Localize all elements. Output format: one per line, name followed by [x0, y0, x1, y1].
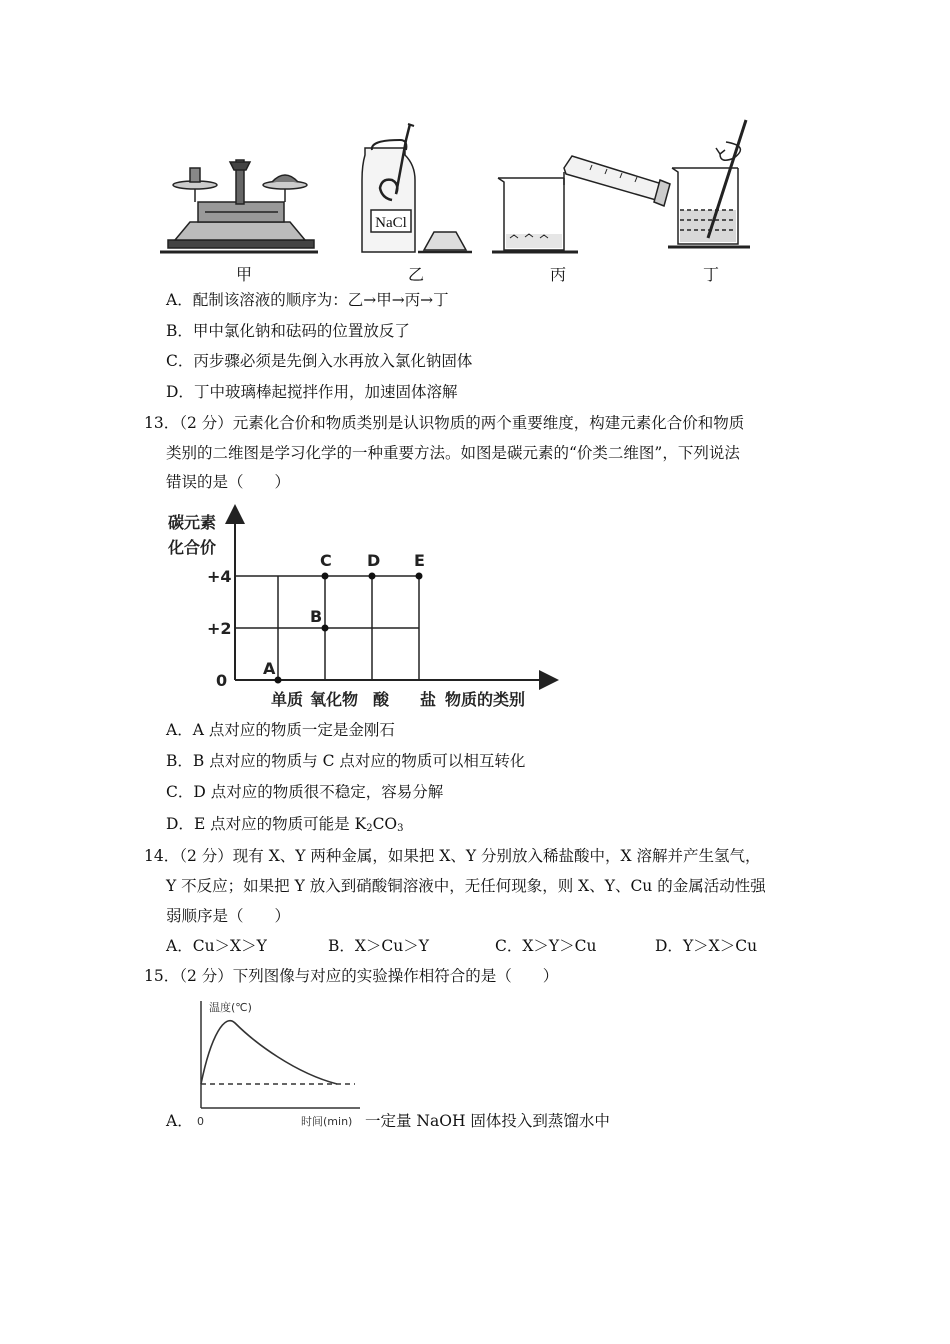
- q14-option-b: [328, 936, 429, 956]
- x-category-label: 单质: [270, 690, 304, 709]
- point-c: [322, 573, 329, 580]
- point-b: [322, 625, 329, 632]
- measuring-cylinder-icon: [564, 156, 670, 206]
- q15-option-a-letter: A．: [166, 1112, 193, 1130]
- question-number: 14．: [144, 847, 180, 865]
- subscript: 2: [366, 823, 373, 834]
- q14-option-c: [495, 936, 597, 956]
- option-text: 丁中玻璃棒起搅拌作用，加速固体溶解: [193, 383, 458, 401]
- q15-stem: [144, 966, 558, 986]
- q14-option-d: [655, 936, 757, 956]
- q13-option-b: [166, 751, 525, 771]
- point-d: [369, 573, 376, 580]
- chart-ylabel-line2: 化合价: [168, 538, 217, 557]
- apparatus-drawing: [160, 110, 760, 285]
- q12-option-c: [166, 351, 472, 371]
- question-number: 13．: [144, 414, 180, 432]
- q12-option-d: [166, 382, 457, 402]
- question-text: 现有 X、Y 两种金属，如果把 X、Y 分别放入稀盐酸中，X 溶解并产生氢气，: [232, 847, 761, 865]
- option-letter: C．: [495, 937, 523, 955]
- chart-xlabel: 物质的类别: [445, 690, 526, 709]
- subscript: 3: [397, 823, 404, 834]
- q12-option-a: [166, 290, 449, 310]
- option-letter: B．: [166, 322, 193, 340]
- q15-option-a-text: 一定量 NaOH 固体投入到蒸馏水中: [365, 1112, 610, 1130]
- point-label: A: [263, 659, 276, 678]
- beaker-pouring-icon: [492, 178, 578, 252]
- option-letter: A．: [166, 721, 193, 739]
- option-text: Y＞X＞Cu: [682, 937, 758, 955]
- figure-label-yi: 乙: [408, 265, 425, 284]
- option-letter: A．: [166, 937, 193, 955]
- option-letter: B．: [328, 937, 355, 955]
- chart-ylabel-line1: 碳元素: [168, 513, 217, 532]
- option-text-tail: CO: [372, 815, 398, 833]
- point-e: [416, 573, 423, 580]
- q13-stem-line3: 错误的是（ ）: [166, 473, 291, 491]
- chart-origin-label: 0: [197, 1115, 204, 1128]
- q14-stem-line1: [144, 846, 761, 866]
- temperature-curve: [201, 1021, 337, 1084]
- question-score: （2 分）: [179, 967, 233, 985]
- y-tick-label: 0: [216, 671, 228, 690]
- question-number: 15．: [144, 967, 180, 985]
- question-text: 下列图像与对应的实验操作相符合的是（ ）: [232, 967, 559, 985]
- q13-option-c: [166, 782, 443, 802]
- temperature-time-chart-svg: [195, 995, 365, 1130]
- chart-xlabel: 时间(min): [301, 1115, 353, 1128]
- question-score: （2 分）: [179, 414, 233, 432]
- carbon-valence-chart: [160, 500, 560, 715]
- point-a: [275, 677, 282, 684]
- q14-stem-line2: Y 不反应；如果把 Y 放入到硝酸铜溶液中，无任何现象，则 X、Y、Cu 的金属活动性强: [166, 877, 766, 895]
- option-text: B 点对应的物质与 C 点对应的物质可以相互转化: [192, 752, 526, 770]
- option-text: X＞Y＞Cu: [522, 937, 597, 955]
- point-label: E: [414, 551, 425, 570]
- point-label: C: [320, 551, 332, 570]
- option-text: 配制该溶液的顺序为：乙→甲→丙→丁: [192, 291, 449, 309]
- option-letter: D．: [655, 937, 683, 955]
- temperature-time-chart: [195, 995, 365, 1130]
- option-text: 甲中氯化钠和砝码的位置放反了: [192, 322, 410, 340]
- chart-ylabel: 温度(℃): [209, 1001, 252, 1014]
- option-letter: D．: [166, 815, 194, 833]
- weighing-dish-icon: [418, 232, 472, 252]
- option-letter: B．: [166, 752, 193, 770]
- reagent-bottle-icon: [362, 124, 415, 252]
- x-category-label: 酸: [372, 690, 390, 709]
- point-label: B: [310, 607, 323, 626]
- option-letter: C．: [166, 352, 194, 370]
- q12-option-b: [166, 321, 410, 341]
- svg-text:NaCl: NaCl: [375, 215, 407, 231]
- q13-stem-line2: 类别的二维图是学习化学的一种重要方法。如图是碳元素的“价类二维图”，下列说法: [166, 444, 740, 462]
- y-tick-label: +2: [207, 619, 232, 638]
- q13-stem-line1: [144, 413, 744, 433]
- question-text: 元素化合价和物质类别是认识物质的两个重要维度，构建元素化合价和物质: [232, 414, 745, 432]
- figure-label-ding: 丁: [703, 265, 720, 284]
- option-text: 丙步骤必须是先倒入水再放入氯化钠固体: [193, 352, 473, 370]
- point-label: D: [367, 551, 381, 570]
- question-score: （2 分）: [179, 847, 233, 865]
- option-text: A 点对应的物质一定是金刚石: [192, 721, 395, 739]
- option-text: Cu＞X＞Y: [192, 937, 267, 955]
- figure-label-bing: 丙: [550, 265, 567, 284]
- figure-label-jia: 甲: [236, 265, 253, 284]
- y-tick-label: +4: [207, 567, 232, 586]
- option-text: D 点对应的物质很不稳定，容易分解: [193, 783, 444, 801]
- option-letter: C．: [166, 783, 194, 801]
- option-text: X＞Cu＞Y: [354, 937, 430, 955]
- option-letter: D．: [166, 383, 194, 401]
- x-category-label: 盐: [419, 690, 437, 709]
- option-text: E 点对应的物质可能是 K: [193, 815, 367, 833]
- x-category-label: 氧化物: [309, 690, 359, 709]
- q13-option-d: [166, 814, 404, 839]
- option-letter: A．: [166, 291, 193, 309]
- balance-icon: [160, 160, 318, 252]
- apparatus-figure: [160, 110, 760, 285]
- stirring-beaker-icon: [668, 120, 750, 247]
- carbon-valence-chart-svg: [160, 500, 560, 715]
- q13-option-a: [166, 720, 395, 740]
- q14-stem-line3: 弱顺序是（ ）: [166, 907, 291, 925]
- q14-option-a: [166, 936, 267, 956]
